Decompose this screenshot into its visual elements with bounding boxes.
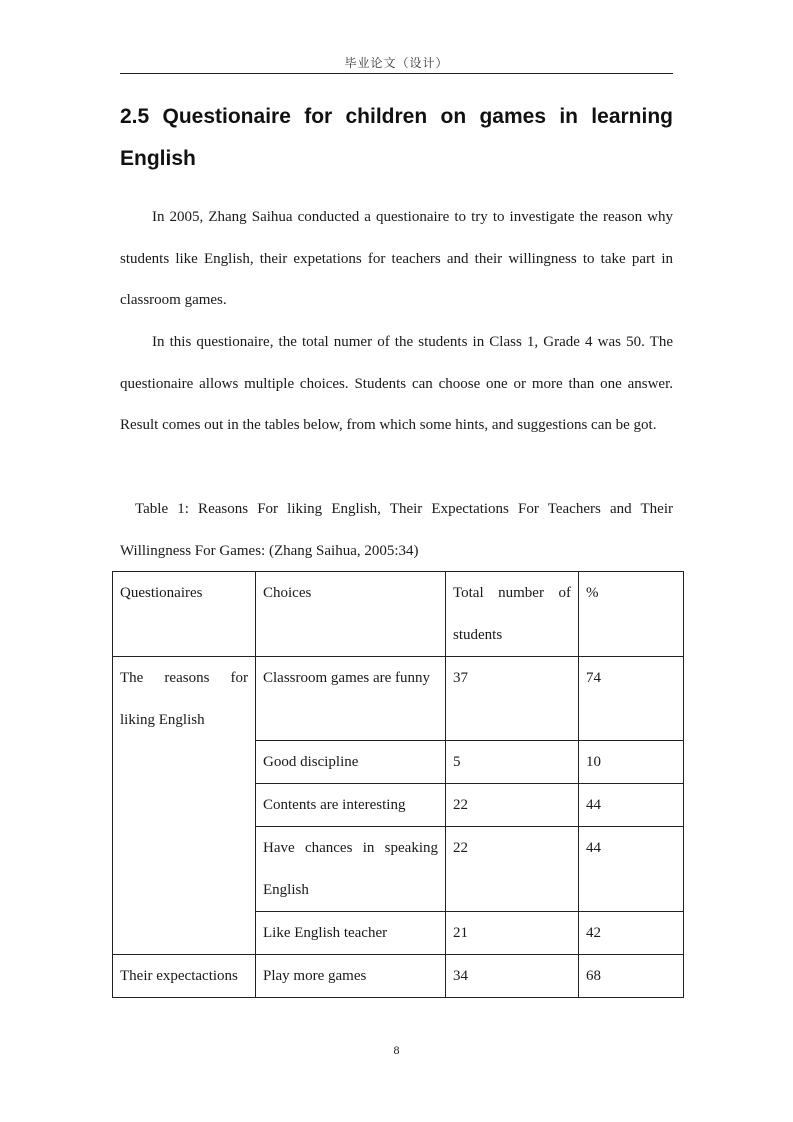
percent-cell: 42 <box>579 912 684 955</box>
section-heading-line2: English <box>120 147 196 170</box>
header-total: Total number of students <box>446 572 579 657</box>
table-row <box>113 955 684 998</box>
choice-cell: Good discipline <box>256 741 446 784</box>
table-caption-line1: Table 1: Reasons For liking English, Their Expectations For Teachers and Their <box>135 501 673 517</box>
total-cell: 34 <box>446 955 579 998</box>
paragraph-1-text: In 2005, Zhang Saihua conducted a questionaire to try to investigate the reason why students like English, their expetations for teachers and their willingness to take part in classroom games. <box>120 209 673 309</box>
page-header: 毕业论文（设计） <box>344 56 449 70</box>
percent-cell: 44 <box>579 784 684 827</box>
total-cell: 5 <box>446 741 579 784</box>
table-caption <box>120 488 673 572</box>
section-heading <box>120 96 673 180</box>
percent-cell: 74 <box>579 657 684 741</box>
header-choices: Choices <box>256 572 446 657</box>
table-header-row <box>113 572 684 657</box>
choice-cell: Contents are interesting <box>256 784 446 827</box>
group-label-reasons: The reasons for liking English <box>113 657 256 955</box>
group-label-expectations: Their expectactions <box>113 955 256 998</box>
total-cell: 22 <box>446 784 579 827</box>
header-questionaires: Questionaires <box>113 572 256 657</box>
choice-cell: Classroom games are funny <box>256 657 446 741</box>
total-cell: 21 <box>446 912 579 955</box>
total-cell: 22 <box>446 827 579 912</box>
results-table <box>112 571 684 998</box>
table-caption-line2: Willingness For Games: (Zhang Saihua, 2005:34) <box>120 543 419 559</box>
total-cell: 37 <box>446 657 579 741</box>
choice-cell: Like English teacher <box>256 912 446 955</box>
percent-cell: 44 <box>579 827 684 912</box>
percent-cell: 68 <box>579 955 684 998</box>
paragraph-2 <box>120 322 673 447</box>
paragraph-1 <box>120 197 673 322</box>
percent-cell: 10 <box>579 741 684 784</box>
header-percent: % <box>579 572 684 657</box>
choice-cell: Play more games <box>256 955 446 998</box>
header-rule <box>120 73 673 74</box>
section-heading-line1: 2.5 Questionaire for children on games in learning <box>120 105 673 128</box>
paragraph-2-text: In this questionaire, the total numer of the students in Class 1, Grade 4 was 50. The questionaire allows multiple choices. Students can choose one or more than one answer. Result comes out in the tables below, from which some hints, and suggestions can be got. <box>120 334 673 434</box>
table-row <box>113 657 684 741</box>
page-number: 8 <box>393 1043 400 1057</box>
choice-cell: Have chances in speaking English <box>256 827 446 912</box>
